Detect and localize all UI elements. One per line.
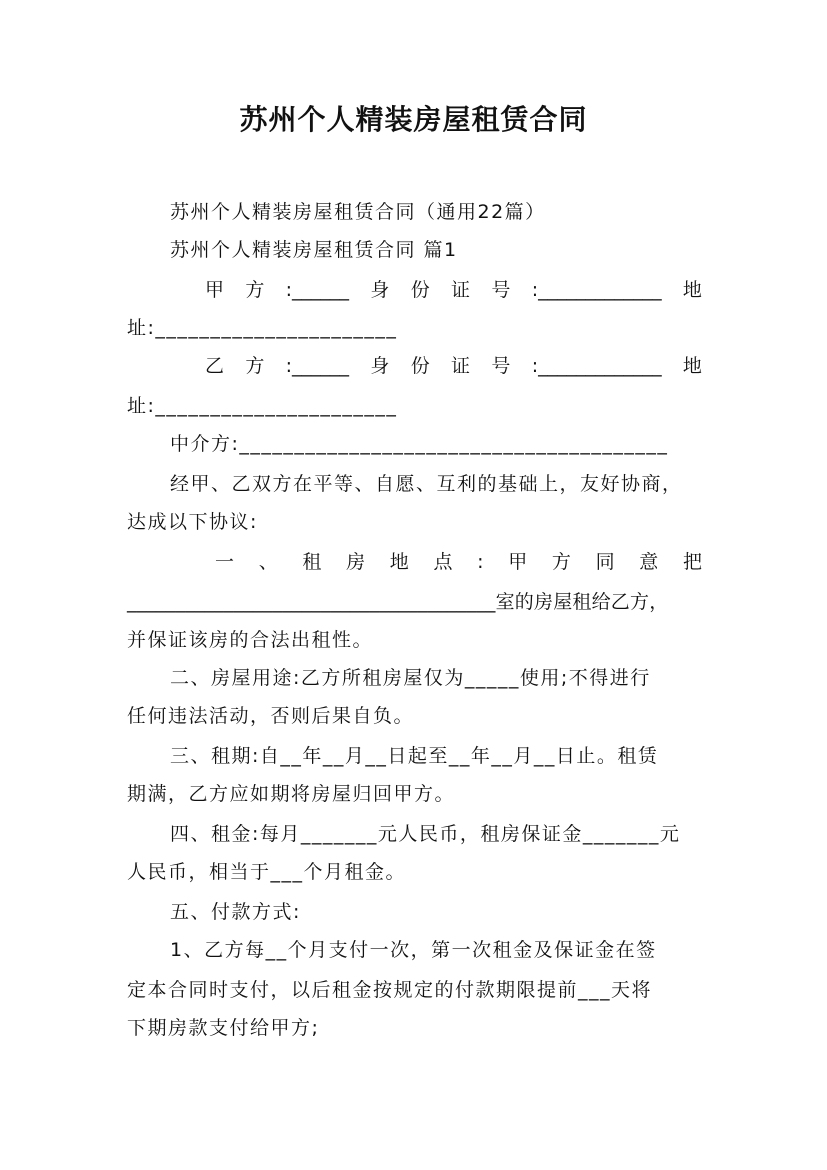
article-3-line-2: 期满，乙方应如期将房屋归回甲方。 (127, 783, 456, 805)
agent-line: 中介方:_______________________________________ (170, 433, 669, 455)
article-5-clause-1-line-2: 定本合同时支付，以后租金按规定的付款期限提前___天将 (127, 979, 653, 1001)
article-4-line-2: 人民币，相当于___个月租金。 (127, 861, 407, 883)
article-2-line-1: 二、房屋用途:乙方所租房屋仅为_____使用;不得进行 (170, 667, 651, 689)
section-heading: 苏州个人精装房屋租赁合同 篇1 (170, 239, 458, 261)
article-1-line-1: 一 、 租 房 地 点 : 甲 方 同 意 把 (215, 551, 702, 573)
intro-line-1: 经甲、乙双方在平等、自愿、互利的基础上，友好协商， (170, 473, 683, 495)
article-1-line-2: ______________________________________室的房屋租给乙方， (127, 591, 669, 613)
intro-line-2: 达成以下协议: (127, 511, 258, 533)
article-5-clause-1-line-3: 下期房款支付给甲方; (127, 1017, 320, 1039)
document-subtitle: 苏州个人精装房屋租赁合同（通用22篇） (170, 201, 546, 223)
party-a-line: 甲 方 :______ 身 份 证 号 :_____________ 地 (205, 279, 702, 301)
article-5-clause-1-line-1: 1、乙方每__个月支付一次，第一次租金及保证金在签 (170, 939, 657, 961)
article-4-line-1: 四、租金:每月_______元人民币，租房保证金_______元 (170, 823, 681, 845)
party-b-line: 乙 方 :______ 身 份 证 号 :_____________ 地 (205, 355, 702, 377)
article-2-line-2: 任何违法活动，否则后果自负。 (127, 705, 415, 727)
party-a-address: 址:______________________ (127, 317, 398, 339)
document-title: 苏州个人精装房屋租赁合同 (239, 103, 588, 136)
party-b-address: 址:______________________ (127, 395, 398, 417)
article-5-heading: 五、付款方式: (170, 901, 301, 923)
article-3-line-1: 三、租期:自__年__月__日起至__年__月__日止。租赁 (170, 745, 659, 767)
article-1-line-3: 并保证该房的合法出租性。 (127, 629, 374, 651)
